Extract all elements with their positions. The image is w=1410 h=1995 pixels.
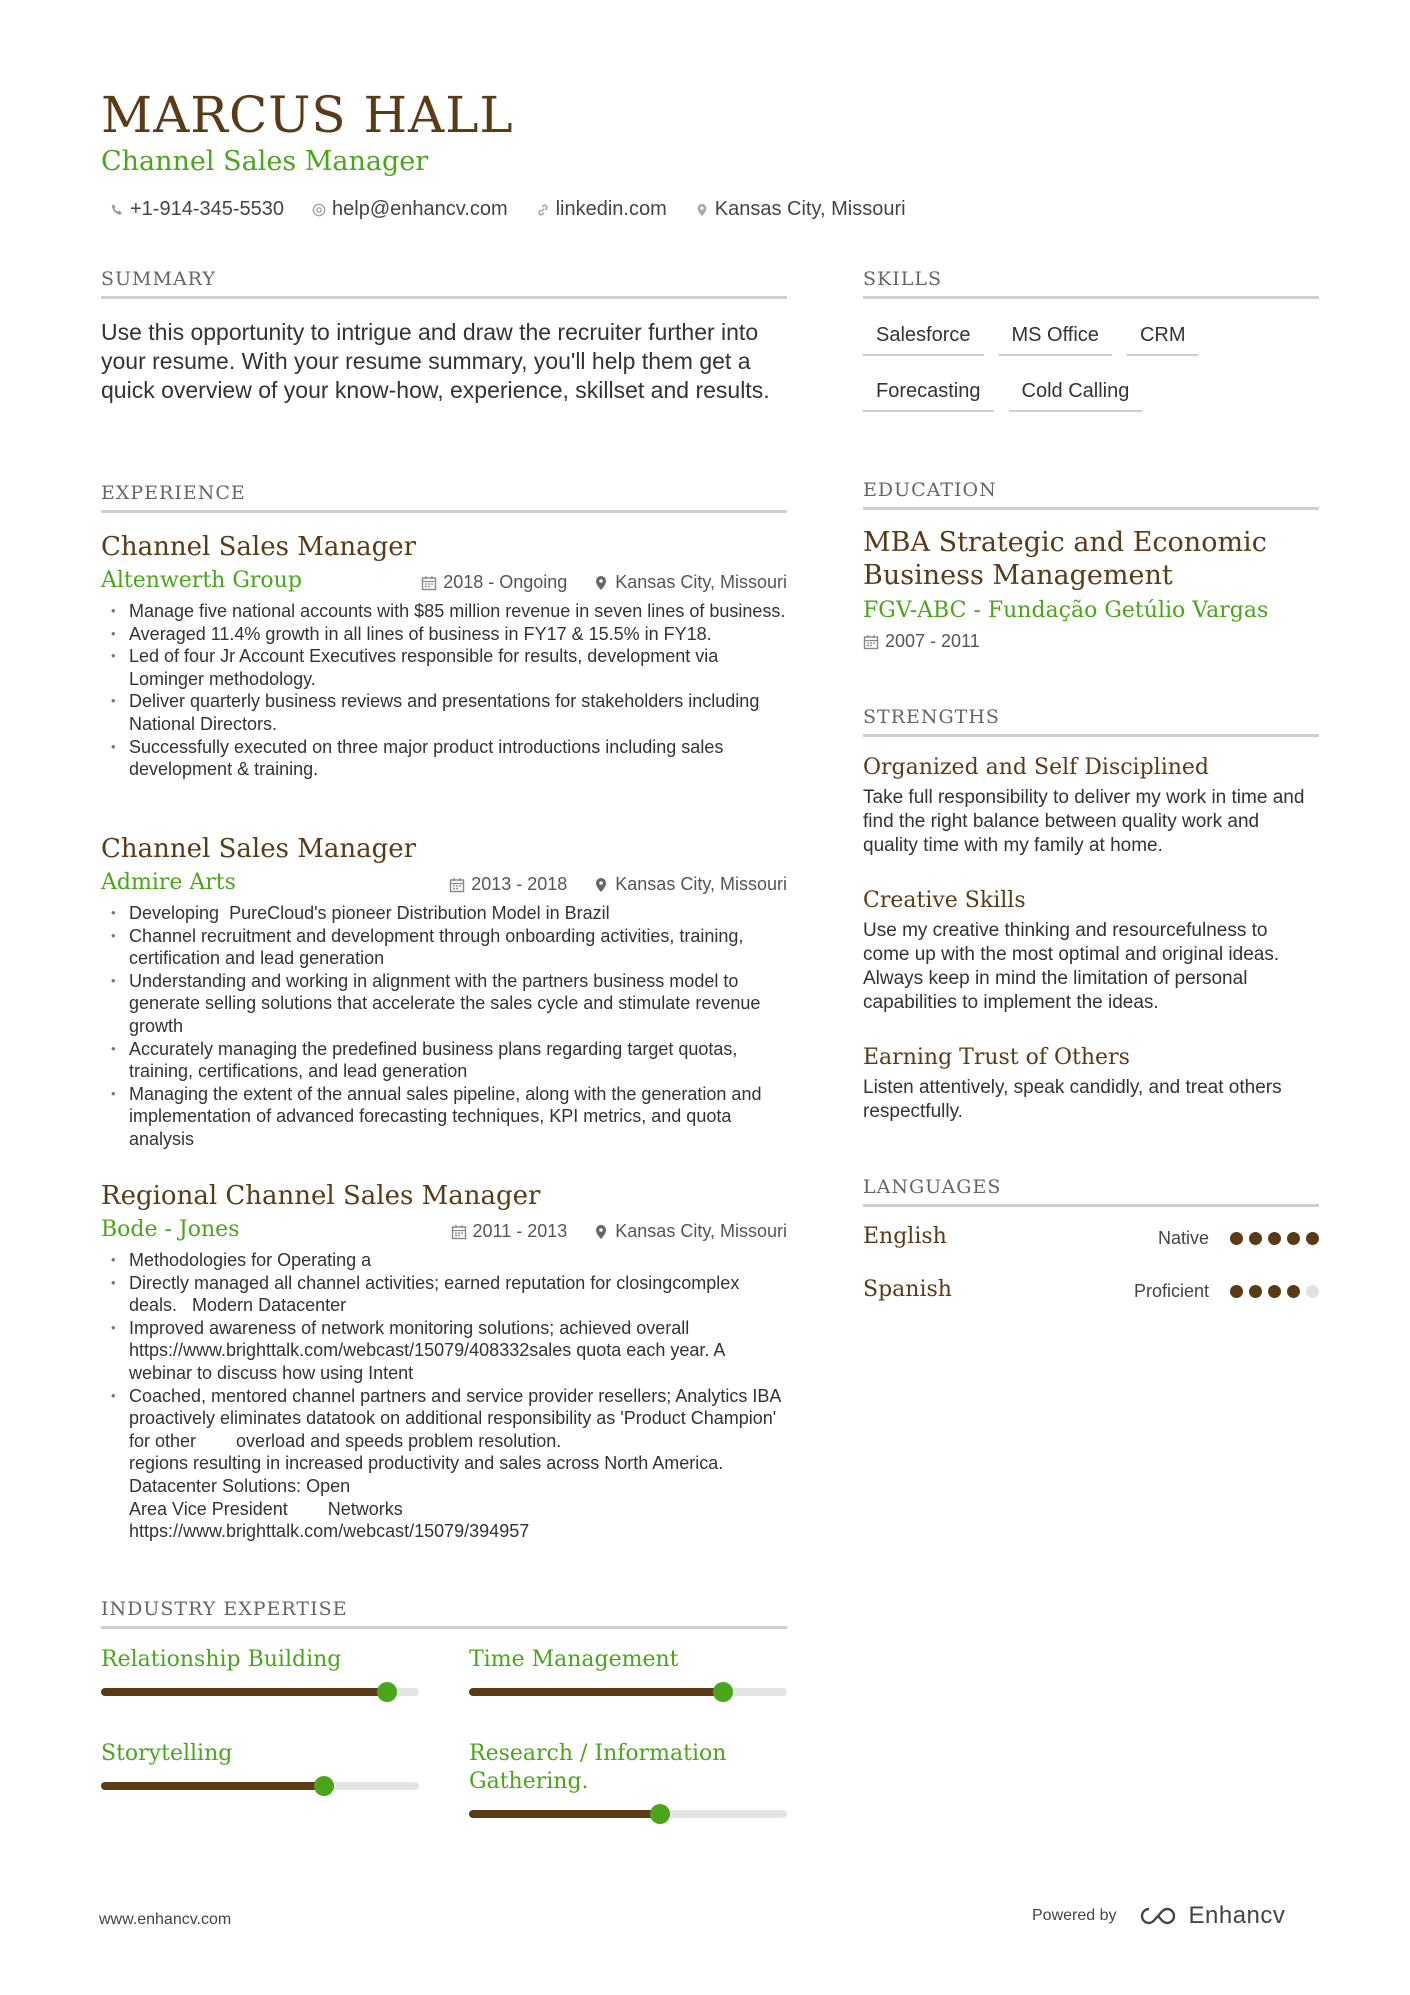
language-dots [1230, 1285, 1319, 1298]
company-name: Altenwerth Group [101, 568, 302, 593]
skill-tag: Forecasting [863, 376, 994, 412]
job-location: Kansas City, Missouri [593, 874, 787, 895]
education-dates: 2007 - 2011 [863, 631, 1319, 652]
level-dot [1249, 1232, 1262, 1245]
location-pin-icon [695, 203, 709, 217]
expertise-label: Time Management [469, 1647, 679, 1672]
job-title: Regional Channel Sales Manager [101, 1181, 541, 1211]
level-dot [1249, 1285, 1262, 1298]
expertise-bar-knob [377, 1682, 397, 1702]
calendar-icon [449, 877, 465, 893]
school-name: FGV-ABC - Fundação Getúlio Vargas [863, 598, 1269, 623]
experience-entry [101, 531, 787, 781]
expertise-bar-knob [650, 1804, 670, 1824]
expertise-item [101, 1740, 419, 1790]
expertise-bar-fill [469, 1810, 660, 1818]
phone-icon [110, 203, 124, 217]
job-location: Kansas City, Missouri [593, 572, 787, 593]
bullet: • Developing PureCloud's pioneer Distribution Model in Brazil [101, 902, 787, 925]
level-dot [1287, 1285, 1300, 1298]
job-title: Channel Sales Manager [101, 532, 417, 562]
footer-branding [1032, 1902, 1285, 1930]
contact-email[interactable] [312, 198, 508, 221]
expertise-bar-fill [469, 1688, 723, 1696]
strength-title: Creative Skills [863, 888, 1026, 913]
expertise-bar-knob [314, 1776, 334, 1796]
location-pin-icon [593, 1224, 609, 1240]
candidate-name: MARCUS HALL [101, 86, 514, 144]
company-name: Admire Arts [101, 870, 236, 895]
location-pin-icon [593, 575, 609, 591]
level-dot [1230, 1232, 1243, 1245]
bullet: • Channel recruitment and development through onboarding activities, training, certification and lead generation [101, 925, 787, 970]
language-item [863, 1224, 1319, 1254]
degree: MBA Strategic and Economic Business Management [863, 527, 1267, 591]
at-icon [312, 203, 326, 217]
bullet: • Managing the extent of the annual sales pipeline, along with the generation and implementation of advanced forecasting techniques, KPI metrics, and quota analysis [101, 1083, 787, 1151]
summary-heading: SUMMARY [101, 268, 787, 299]
contact-linkedin[interactable] [536, 198, 667, 221]
job-title: Channel Sales Manager [101, 834, 417, 864]
company-name: Bode - Jones [101, 1217, 240, 1242]
skill-tag: Cold Calling [1009, 376, 1143, 412]
education-entry [863, 526, 1319, 652]
expertise-bar [101, 1688, 419, 1696]
bullet: • Methodologies for Operating a [101, 1249, 787, 1272]
brand-name: Enhancv [1188, 1902, 1286, 1929]
level-dot [1306, 1285, 1319, 1298]
experience-entry [101, 1180, 787, 1543]
phone-text: +1-914-345-5530 [130, 198, 285, 220]
language-level: Proficient [1133, 1281, 1209, 1301]
job-bullets [101, 902, 787, 1151]
language-dots [1230, 1232, 1319, 1245]
expertise-item [469, 1646, 787, 1696]
expertise-bar-knob [713, 1682, 733, 1702]
skills-heading: SKILLS [863, 268, 1319, 299]
strength-desc: Take full responsibility to deliver my work in time and find the right balance between quality work and quality time with my family at home. [863, 787, 1305, 856]
language-name: Spanish [863, 1277, 952, 1302]
languages-heading: LANGUAGES [863, 1176, 1319, 1207]
bullet: • Accurately managing the predefined business plans regarding target quotas, training, certifications, and lead generation [101, 1038, 787, 1083]
location-pin-icon [593, 877, 609, 893]
job-location: Kansas City, Missouri [593, 1221, 787, 1242]
level-dot [1287, 1232, 1300, 1245]
bullet: • Understanding and working in alignment with the partners business model to generate selling solutions that accelerate the sales cycle and stimulate revenue growth [101, 970, 787, 1038]
strength-item [863, 1044, 1319, 1124]
strength-desc: Use my creative thinking and resourcefulness to come up with the most optimal and original ideas. Always keep in mind the limitation of personal capabilities to implement the ideas. [863, 920, 1280, 1013]
strength-title: Earning Trust of Others [863, 1045, 1130, 1070]
skills-list [863, 320, 1319, 412]
strength-title: Organized and Self Disciplined [863, 755, 1210, 780]
enhancv-logo-icon [1135, 1905, 1181, 1927]
expertise-bar-fill [101, 1782, 324, 1790]
language-name: English [863, 1224, 947, 1249]
bullet: • Successfully executed on three major product introductions including sales development & training. [101, 736, 787, 781]
experience-heading: EXPERIENCE [101, 482, 787, 513]
strength-item [863, 754, 1319, 858]
level-dot [1230, 1285, 1243, 1298]
expertise-label: Research / Information Gathering. [469, 1741, 727, 1794]
level-dot [1268, 1232, 1281, 1245]
location-text: Kansas City, Missouri [714, 198, 906, 220]
industry-heading: INDUSTRY EXPERTISE [101, 1598, 787, 1629]
skill-tag: Salesforce [863, 320, 984, 356]
strength-desc: Listen attentively, speak candidly, and treat others respectfully. [863, 1077, 1282, 1122]
strength-item [863, 887, 1319, 1015]
bullet: • Directly managed all channel activities; earned reputation for closingcomplex deals. Modern Datacenter [101, 1272, 787, 1317]
job-bullets [101, 600, 787, 781]
expertise-item [469, 1740, 787, 1818]
link-icon [536, 203, 550, 217]
job-dates: 2013 - 2018 [449, 874, 567, 895]
skill-tag: CRM [1127, 320, 1199, 356]
contact-bar [110, 198, 906, 221]
linkedin-text: linkedin.com [555, 198, 667, 220]
contact-location [695, 198, 906, 221]
bullet: • Coached, mentored channel partners and service provider resellers; Analytics IBA proactively eliminates datatook on additional responsibility as 'Product Champion' for other overload and speeds problem resolution. regions resulting in increased productivity and sales across North America. Datacenter Solutions: Open Area Vice President Networks https://www.brighttalk.com/webcast/15079/394957 [101, 1385, 787, 1543]
expertise-bar [101, 1782, 419, 1790]
level-dot [1268, 1285, 1281, 1298]
email-text: help@enhancv.com [332, 198, 508, 220]
contact-phone[interactable] [110, 198, 284, 221]
language-item [863, 1277, 1319, 1307]
bullet: • Manage five national accounts with $85 million revenue in seven lines of business. [101, 600, 787, 623]
expertise-label: Relationship Building [101, 1647, 342, 1672]
summary-text: Use this opportunity to intrigue and draw the recruiter further into your resume. With your resume summary, you'll help them get a quick overview of your know-how, experience, skillset and results. [101, 319, 770, 403]
expertise-bar [469, 1688, 787, 1696]
expertise-item [101, 1646, 419, 1696]
education-heading: EDUCATION [863, 479, 1319, 510]
expertise-label: Storytelling [101, 1741, 233, 1766]
calendar-icon [451, 1224, 467, 1240]
bullet: • Averaged 11.4% growth in all lines of business in FY17 & 15.5% in FY18. [101, 623, 787, 646]
footer-website[interactable]: www.enhancv.com [99, 1911, 232, 1928]
job-dates: 2011 - 2013 [451, 1221, 568, 1242]
powered-by-text: Powered by [1032, 1907, 1117, 1924]
experience-entry [101, 833, 787, 1151]
brand-logo[interactable] [1135, 1902, 1286, 1930]
bullet: • Improved awareness of network monitoring solutions; achieved overall https://www.brighttalk.com/webcast/15079/408332sales quota each year. A webinar to discuss how using Intent [101, 1317, 787, 1385]
calendar-icon [863, 634, 879, 650]
expertise-bar-fill [101, 1688, 387, 1696]
calendar-icon [421, 575, 437, 591]
candidate-title: Channel Sales Manager [101, 146, 429, 177]
bullet: • Deliver quarterly business reviews and presentations for stakeholders including National Directors. [101, 690, 787, 735]
job-dates: 2018 - Ongoing [421, 572, 567, 593]
skill-tag: MS Office [999, 320, 1112, 356]
language-level: Native [1157, 1228, 1209, 1248]
bullet: • Led of four Jr Account Executives responsible for results, development via Lominger methodology. [101, 645, 787, 690]
strengths-heading: STRENGTHS [863, 706, 1319, 737]
expertise-bar [469, 1810, 787, 1818]
job-bullets [101, 1249, 787, 1543]
level-dot [1306, 1232, 1319, 1245]
